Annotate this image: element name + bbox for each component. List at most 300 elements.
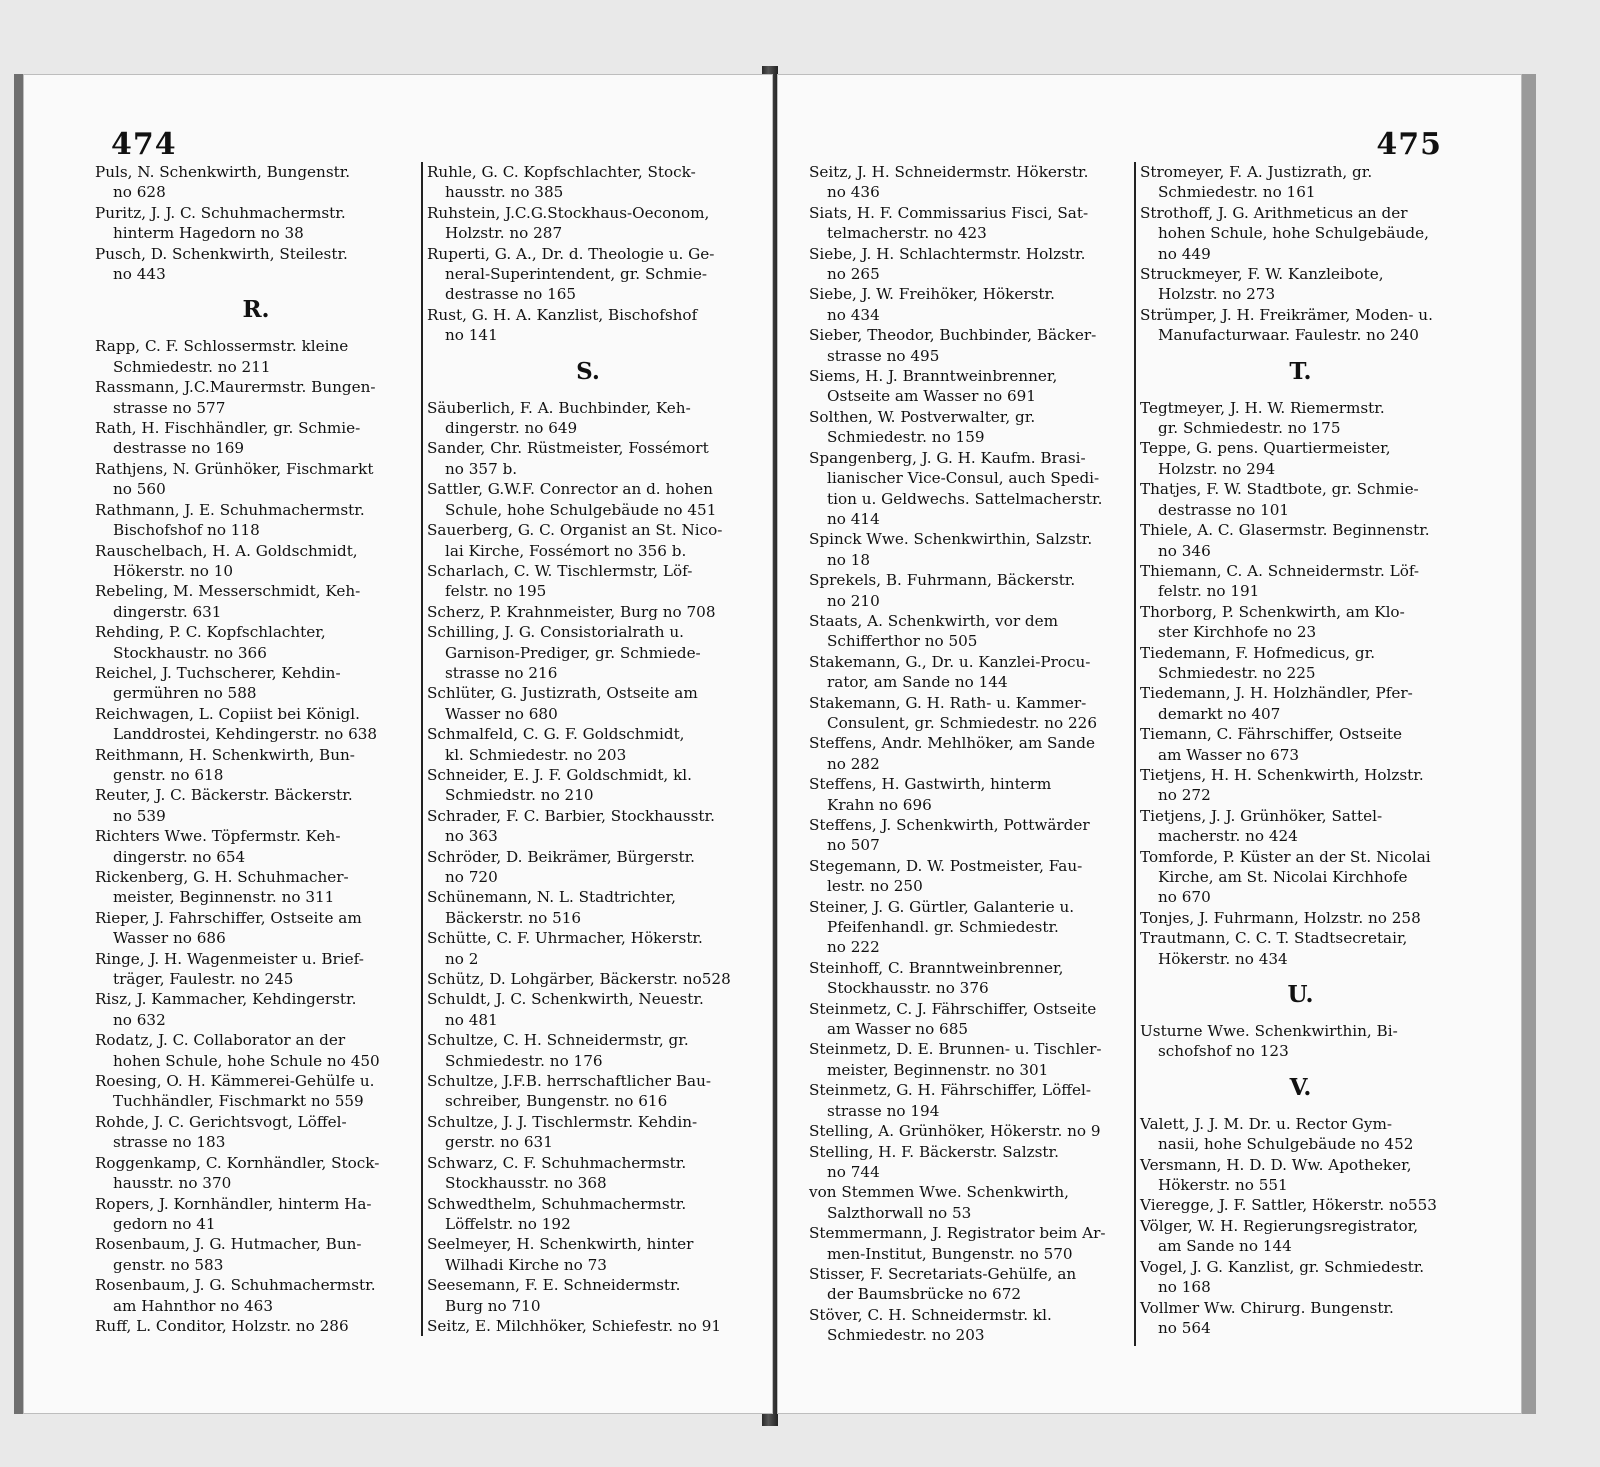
directory-entry xyxy=(95,867,417,908)
entry-continuation-line: felstr. no 195 xyxy=(445,582,547,601)
entry-name-line: Sander, Chr. Rüstmeister, Fossémort xyxy=(427,439,709,458)
entry-continuation-line: Bischofshof no 118 xyxy=(113,521,260,540)
entry-continuation-line: no 346 xyxy=(1158,541,1211,560)
entry-continuation-line: Ostseite am Wasser no 691 xyxy=(827,387,1036,406)
entry-continuation-line: no 449 xyxy=(1158,244,1211,263)
entry-name-line: Rauschelbach, H. A. Goldschmidt, xyxy=(95,541,358,560)
entry-name-line: Steinmetz, D. E. Brunnen- u. Tischler- xyxy=(809,1040,1102,1059)
entry-name-line: Tonjes, J. Fuhrmann, Holzstr. no 258 xyxy=(1140,908,1421,927)
entry-continuation-line: Schmiedestr. no 161 xyxy=(1158,183,1316,202)
entry-name-line: Sprekels, B. Fuhrmann, Bäckerstr. xyxy=(809,571,1076,590)
directory-entry xyxy=(1140,683,1461,724)
entry-name-line: Schütte, C. F. Uhrmacher, Hökerstr. xyxy=(427,929,703,948)
entry-name-line: von Stemmen Wwe. Schenkwirth, xyxy=(809,1183,1069,1202)
entry-continuation-line: no 628 xyxy=(113,183,166,202)
entry-name-line: Rebeling, M. Messerschmidt, Keh- xyxy=(95,582,361,601)
directory-entry xyxy=(809,733,1130,774)
entry-continuation-line: no 357 b. xyxy=(445,459,518,478)
directory-entry xyxy=(1140,928,1461,969)
directory-entry xyxy=(427,765,749,806)
directory-entry xyxy=(427,1194,749,1235)
entry-name-line: Thiemann, C. A. Schneidermstr. Löf- xyxy=(1140,561,1420,580)
entry-continuation-line: Burg no 710 xyxy=(445,1296,541,1315)
directory-entry xyxy=(427,1112,749,1153)
entry-continuation-line: no 481 xyxy=(445,1010,498,1029)
entry-continuation-line: meister, Beginnenstr. no 311 xyxy=(113,888,335,907)
directory-entry xyxy=(809,815,1130,856)
entry-name-line: Stöver, C. H. Schneidermstr. kl. xyxy=(809,1305,1052,1324)
entry-name-line: Tiedemann, F. Hofmedicus, gr. xyxy=(1140,643,1376,662)
directory-entry xyxy=(809,1039,1130,1080)
letter-heading: U. xyxy=(1287,981,1314,1009)
entry-continuation-line: no 363 xyxy=(445,827,498,846)
entry-continuation-line: lai Kirche, Fossémort no 356 b. xyxy=(445,541,687,560)
directory-entry xyxy=(1140,602,1461,643)
directory-entry xyxy=(95,663,417,704)
entry-name-line: Steffens, Andr. Mehlhöker, am Sande xyxy=(809,734,1095,753)
entry-continuation-line: Stockhausstr. no 376 xyxy=(827,979,989,998)
directory-entry xyxy=(427,398,749,439)
entry-continuation-line: felstr. no 191 xyxy=(1158,582,1260,601)
directory-entry xyxy=(1140,1021,1461,1062)
directory-entry xyxy=(809,693,1130,734)
entry-continuation-line: am Wasser no 685 xyxy=(827,1020,969,1039)
entry-continuation-line: strasse no 194 xyxy=(827,1101,940,1120)
directory-entry xyxy=(1140,305,1461,346)
directory-entry xyxy=(95,1316,417,1336)
entry-continuation-line: destrasse no 169 xyxy=(113,439,245,458)
entry-continuation-line: Krahn no 696 xyxy=(827,795,932,814)
entry-name-line: Thatjes, F. W. Stadtbote, gr. Schmie- xyxy=(1140,480,1419,499)
left-page xyxy=(14,74,773,1414)
directory-entry xyxy=(427,806,749,847)
entry-name-line: Rehding, P. C. Kopfschlachter, xyxy=(95,623,326,642)
entry-name-line: Seesemann, F. E. Schneidermstr. xyxy=(427,1276,681,1295)
directory-entry xyxy=(95,1030,417,1071)
entry-name-line: Ruhstein, J.C.G.Stockhaus-Oeconom, xyxy=(427,203,710,222)
entry-name-line: Rickenberg, G. H. Schuhmacher- xyxy=(95,868,349,886)
entry-name-line: Sattler, G.W.F. Conrector an d. hohen xyxy=(427,480,713,499)
entry-continuation-line: tion u. Geldwechs. Sattelmacherstr. xyxy=(827,489,1103,508)
directory-entry xyxy=(1140,561,1461,602)
entry-continuation-line: dingerstr. no 654 xyxy=(113,847,246,866)
entry-name-line: Reichel, J. Tuchscherer, Kehdin- xyxy=(95,663,341,682)
entry-name-line: Rosenbaum, J. G. Hutmacher, Bun- xyxy=(95,1235,362,1254)
entry-continuation-line: no 2 xyxy=(445,949,479,968)
entry-name-line: Versmann, H. D. D. Ww. Apotheker, xyxy=(1140,1155,1412,1174)
entry-name-line: Stisser, F. Secretariats-Gehülfe, an xyxy=(809,1264,1077,1283)
entry-continuation-line: hinterm Hagedorn no 38 xyxy=(113,224,304,243)
entry-name-line: Spangenberg, J. G. H. Kaufm. Brasi- xyxy=(809,448,1086,467)
directory-entry xyxy=(95,1153,417,1194)
directory-entry xyxy=(95,826,417,867)
directory-entry xyxy=(1140,643,1461,684)
entry-name-line: Stakemann, G. H. Rath- u. Kammer- xyxy=(809,693,1087,712)
entry-name-line: Valett, J. J. M. Dr. u. Rector Gym- xyxy=(1140,1114,1393,1133)
directory-columns xyxy=(805,162,1465,1346)
directory-entry xyxy=(809,529,1130,570)
entry-continuation-line: no 168 xyxy=(1158,1278,1211,1297)
entry-continuation-line: no 539 xyxy=(113,806,166,825)
entry-name-line: Schultze, J.F.B. herrschaftlicher Bau- xyxy=(427,1072,711,1091)
directory-entry xyxy=(809,1142,1130,1183)
directory-entry xyxy=(95,989,417,1030)
entry-continuation-line: no 436 xyxy=(827,183,880,202)
entry-continuation-line: Stockhausstr. no 368 xyxy=(445,1174,607,1193)
directory-entry xyxy=(1140,398,1461,439)
entry-name-line: Schultze, J. J. Tischlermstr. Kehdin- xyxy=(427,1112,698,1131)
entry-continuation-line: der Baumsbrücke no 672 xyxy=(827,1285,1022,1304)
entry-continuation-line: no 272 xyxy=(1158,786,1211,805)
entry-name-line: Seitz, J. H. Schneidermstr. Hökerstr. xyxy=(809,163,1089,181)
entry-continuation-line: germühren no 588 xyxy=(113,684,257,703)
directory-column xyxy=(805,162,1134,1346)
entry-continuation-line: genstr. no 583 xyxy=(113,1255,224,1274)
entry-continuation-line: Kirche, am St. Nicolai Kirchhofe xyxy=(1158,868,1408,886)
entry-continuation-line: Schifferthor no 505 xyxy=(827,632,978,651)
entry-continuation-line: no 720 xyxy=(445,868,498,886)
directory-entry xyxy=(1140,1298,1461,1339)
entry-continuation-line: Schmiedestr. no 176 xyxy=(445,1051,603,1070)
entry-name-line: Reuter, J. C. Bäckerstr. Bäckerstr. xyxy=(95,786,353,805)
directory-entry xyxy=(1140,479,1461,520)
directory-entry xyxy=(427,969,749,989)
entry-name-line: Pusch, D. Schenkwirth, Steilestr. xyxy=(95,244,348,263)
entry-continuation-line: demarkt no 407 xyxy=(1158,704,1281,723)
entry-continuation-line: no 222 xyxy=(827,938,880,957)
entry-name-line: Rathjens, N. Grünhöker, Fischmarkt xyxy=(95,459,374,478)
entry-continuation-line: schofshof no 123 xyxy=(1158,1042,1289,1061)
directory-entry xyxy=(809,1121,1130,1141)
entry-continuation-line: kl. Schmiedestr. no 203 xyxy=(445,745,627,764)
directory-entry xyxy=(427,989,749,1030)
entry-name-line: Steinmetz, C. J. Fährschiffer, Ostseite xyxy=(809,999,1097,1018)
directory-entry xyxy=(95,581,417,622)
entry-continuation-line: Schmiedestr. no 211 xyxy=(113,357,271,376)
directory-entry xyxy=(1140,1155,1461,1196)
entry-name-line: Stemmermann, J. Registrator beim Ar- xyxy=(809,1224,1106,1243)
entry-continuation-line: macherstr. no 424 xyxy=(1158,827,1298,846)
entry-name-line: Seitz, E. Milchhöker, Schiefestr. no 91 xyxy=(427,1316,722,1335)
letter-heading: V. xyxy=(1289,1073,1312,1101)
entry-continuation-line: no 560 xyxy=(113,480,166,499)
entry-continuation-line: Pfeifenhandl. gr. Schmiedestr. xyxy=(827,918,1059,937)
entry-continuation-line: gedorn no 41 xyxy=(113,1214,216,1233)
entry-name-line: Vogel, J. G. Kanzlist, gr. Schmiedestr. xyxy=(1140,1257,1425,1276)
directory-column xyxy=(1134,162,1465,1346)
directory-entry xyxy=(809,1223,1130,1264)
directory-entry xyxy=(809,611,1130,652)
entry-continuation-line: gr. Schmiedestr. no 175 xyxy=(1158,419,1341,438)
directory-entry xyxy=(809,897,1130,958)
entry-name-line: Puls, N. Schenkwirth, Bungenstr. xyxy=(95,163,351,181)
directory-entry xyxy=(427,1275,749,1316)
entry-name-line: Ruff, L. Conditor, Holzstr. no 286 xyxy=(95,1316,349,1335)
directory-entry xyxy=(95,418,417,459)
directory-entry xyxy=(809,1080,1130,1121)
entry-name-line: Schmalfeld, C. G. F. Goldschmidt, xyxy=(427,725,685,744)
entry-continuation-line: Bäckerstr. no 516 xyxy=(445,908,582,927)
directory-entry xyxy=(95,1234,417,1275)
entry-continuation-line: hausstr. no 370 xyxy=(113,1174,232,1193)
entry-name-line: Tomforde, P. Küster an der St. Nicolai xyxy=(1140,847,1431,866)
entry-name-line: Tiemann, C. Fährschiffer, Ostseite xyxy=(1140,725,1403,744)
directory-entry xyxy=(427,1316,749,1336)
directory-entry xyxy=(427,203,749,244)
entry-name-line: Völger, W. H. Regierungsregistrator, xyxy=(1140,1216,1419,1235)
entry-continuation-line: Schmiedstr. no 210 xyxy=(445,786,594,805)
entry-continuation-line: Salzthorwall no 53 xyxy=(827,1203,972,1222)
entry-continuation-line: no 443 xyxy=(113,265,166,284)
entry-continuation-line: no 507 xyxy=(827,836,880,855)
directory-entry xyxy=(95,336,417,377)
entry-name-line: Puritz, J. J. C. Schuhmachermstr. xyxy=(95,203,346,222)
entry-continuation-line: hausstr. no 385 xyxy=(445,183,564,202)
entry-name-line: Stelling, A. Grünhöker, Hökerstr. no 9 xyxy=(809,1122,1101,1141)
directory-entry xyxy=(95,162,417,203)
directory-entry xyxy=(95,244,417,285)
entry-continuation-line: neral-Superintendent, gr. Schmie- xyxy=(445,265,708,284)
directory-entry xyxy=(95,785,417,826)
directory-entry xyxy=(427,1030,749,1071)
entry-continuation-line: Wasser no 680 xyxy=(445,704,558,723)
entry-name-line: Rust, G. H. A. Kanzlist, Bischofshof xyxy=(427,305,698,324)
page-number: 474 xyxy=(111,127,177,162)
entry-continuation-line: no 18 xyxy=(827,550,871,569)
entry-name-line: Rohde, J. C. Gerichtsvogt, Löffel- xyxy=(95,1112,347,1131)
directory-entry xyxy=(95,908,417,949)
entry-name-line: Stromeyer, F. A. Justizrath, gr. xyxy=(1140,163,1373,181)
entry-name-line: Schünemann, N. L. Stadtrichter, xyxy=(427,888,676,907)
entry-continuation-line: gerstr. no 631 xyxy=(445,1133,553,1152)
entry-continuation-line: schreiber, Bungenstr. no 616 xyxy=(445,1092,668,1111)
directory-entry xyxy=(427,561,749,602)
entry-name-line: Schrader, F. C. Barbier, Stockhausstr. xyxy=(427,806,715,825)
directory-entry xyxy=(809,448,1130,530)
entry-continuation-line: lestr. no 250 xyxy=(827,877,923,896)
entry-name-line: Stegemann, D. W. Postmeister, Fau- xyxy=(809,856,1083,875)
entry-continuation-line: no 744 xyxy=(827,1162,880,1181)
entry-continuation-line: Tuchhändler, Fischmarkt no 559 xyxy=(113,1092,364,1111)
directory-entry xyxy=(95,203,417,244)
entry-name-line: Rosenbaum, J. G. Schuhmachermstr. xyxy=(95,1276,376,1295)
entry-name-line: Thiele, A. C. Glasermstr. Beginnenstr. xyxy=(1140,521,1430,540)
directory-entry xyxy=(427,887,749,928)
entry-continuation-line: no 210 xyxy=(827,591,880,610)
entry-continuation-line: Holzstr. no 294 xyxy=(1158,459,1276,478)
directory-entry xyxy=(427,305,749,346)
entry-name-line: Rathmann, J. E. Schuhmachermstr. xyxy=(95,500,365,519)
entry-name-line: Strümper, J. H. Freikrämer, Moden- u. xyxy=(1140,305,1433,324)
entry-name-line: Rath, H. Fischhändler, gr. Schmie- xyxy=(95,419,361,438)
entry-name-line: Thorborg, P. Schenkwirth, am Klo- xyxy=(1140,602,1405,621)
entry-continuation-line: no 632 xyxy=(113,1010,166,1029)
entry-continuation-line: no 564 xyxy=(1158,1318,1211,1337)
entry-continuation-line: no 141 xyxy=(445,326,498,345)
directory-entry xyxy=(1140,264,1461,305)
directory-entry xyxy=(95,459,417,500)
entry-name-line: Ruperti, G. A., Dr. d. Theologie u. Ge- xyxy=(427,244,715,263)
entry-name-line: Sieber, Theodor, Buchbinder, Bäcker- xyxy=(809,326,1097,345)
directory-entry xyxy=(809,856,1130,897)
directory-entry xyxy=(95,704,417,745)
directory-entry xyxy=(809,1305,1130,1346)
directory-entry xyxy=(427,847,749,888)
directory-entry xyxy=(1140,908,1461,928)
directory-entry xyxy=(427,520,749,561)
directory-entry xyxy=(809,1264,1130,1305)
entry-continuation-line: strasse no 495 xyxy=(827,346,940,365)
entry-name-line: Struckmeyer, F. W. Kanzleibote, xyxy=(1140,265,1384,284)
entry-continuation-line: Hökerstr. no 551 xyxy=(1158,1176,1288,1195)
letter-heading: S. xyxy=(576,357,600,385)
directory-entry xyxy=(1140,806,1461,847)
entry-continuation-line: Wilhadi Kirche no 73 xyxy=(445,1255,607,1274)
entry-name-line: Roggenkamp, C. Kornhändler, Stock- xyxy=(95,1153,380,1172)
entry-name-line: Schütz, D. Lohgärber, Bäckerstr. no528 xyxy=(427,970,731,989)
entry-name-line: Tietjens, H. H. Schenkwirth, Holzstr. xyxy=(1140,765,1424,784)
directory-entry xyxy=(1140,162,1461,203)
directory-entry xyxy=(427,479,749,520)
directory-entry xyxy=(809,325,1130,366)
entry-name-line: Strothoff, J. G. Arithmeticus an der xyxy=(1140,203,1408,222)
directory-entry xyxy=(1140,520,1461,561)
directory-column xyxy=(421,162,753,1336)
entry-name-line: Reichwagen, L. Copiist bei Königl. xyxy=(95,704,360,723)
page-number: 475 xyxy=(1376,127,1442,162)
directory-entry xyxy=(95,377,417,418)
directory-entry xyxy=(95,622,417,663)
entry-name-line: Tegtmeyer, J. H. W. Riemermstr. xyxy=(1140,398,1385,417)
directory-entry xyxy=(95,500,417,541)
directory-entry xyxy=(1140,1114,1461,1155)
entry-name-line: Scherz, P. Krahnmeister, Burg no 708 xyxy=(427,602,716,621)
entry-name-line: Roesing, O. H. Kämmerei-Gehülfe u. xyxy=(95,1072,375,1091)
entry-name-line: Schultze, C. H. Schneidermstr, gr. xyxy=(427,1031,689,1050)
entry-continuation-line: Löffelstr. no 192 xyxy=(445,1214,571,1233)
entry-continuation-line: strasse no 216 xyxy=(445,663,558,682)
directory-entry xyxy=(427,928,749,969)
entry-continuation-line: lianischer Vice-Consul, auch Spedi- xyxy=(827,469,1100,488)
directory-entry xyxy=(809,366,1130,407)
entry-name-line: Schlüter, G. Justizrath, Ostseite am xyxy=(427,684,698,703)
entry-continuation-line: Hökerstr. no 10 xyxy=(113,561,234,580)
entry-continuation-line: strasse no 183 xyxy=(113,1133,226,1152)
directory-entry xyxy=(809,162,1130,203)
entry-name-line: Siems, H. J. Branntweinbrenner, xyxy=(809,367,1058,386)
entry-continuation-line: Manufacturwaar. Faulestr. no 240 xyxy=(1158,326,1419,345)
entry-name-line: Vollmer Ww. Chirurg. Bungenstr. xyxy=(1140,1298,1394,1317)
entry-continuation-line: genstr. no 618 xyxy=(113,765,224,784)
entry-continuation-line: Hökerstr. no 434 xyxy=(1158,949,1288,968)
entry-name-line: Stelling, H. F. Bäckerstr. Salzstr. xyxy=(809,1142,1059,1161)
entry-continuation-line: no 265 xyxy=(827,265,880,284)
entry-name-line: Spinck Wwe. Schenkwirthin, Salzstr. xyxy=(809,530,1093,549)
directory-entry xyxy=(1140,765,1461,806)
directory-entry xyxy=(427,1071,749,1112)
entry-name-line: Schwarz, C. F. Schuhmachermstr. xyxy=(427,1153,687,1172)
entry-name-line: Säuberlich, F. A. Buchbinder, Keh- xyxy=(427,398,691,417)
directory-entry xyxy=(427,1234,749,1275)
directory-entry xyxy=(809,407,1130,448)
directory-entry xyxy=(809,570,1130,611)
entry-continuation-line: am Wasser no 673 xyxy=(1158,745,1300,764)
entry-name-line: Siebe, J. W. Freihöker, Hökerstr. xyxy=(809,285,1055,304)
directory-entry xyxy=(95,745,417,786)
directory-entry xyxy=(809,203,1130,244)
entry-name-line: Siebe, J. H. Schlachtermstr. Holzstr. xyxy=(809,244,1086,263)
entry-name-line: Rieper, J. Fahrschiffer, Ostseite am xyxy=(95,908,362,927)
right-page xyxy=(777,74,1536,1414)
directory-entry xyxy=(809,1182,1130,1223)
directory-columns xyxy=(91,162,753,1336)
entry-name-line: Usturne Wwe. Schenkwirthin, Bi- xyxy=(1140,1022,1398,1041)
directory-entry xyxy=(1140,1257,1461,1298)
directory-entry xyxy=(809,774,1130,815)
directory-entry xyxy=(95,1071,417,1112)
entry-name-line: Rodatz, J. C. Collaborator an der xyxy=(95,1031,346,1050)
entry-name-line: Staats, A. Schenkwirth, vor dem xyxy=(809,611,1059,630)
entry-name-line: Trautmann, C. C. T. Stadtsecretair, xyxy=(1140,929,1408,948)
entry-continuation-line: Garnison-Prediger, gr. Schmiede- xyxy=(445,643,701,662)
entry-name-line: Ropers, J. Kornhändler, hinterm Ha- xyxy=(95,1194,372,1213)
directory-column xyxy=(91,162,421,1336)
entry-continuation-line: träger, Faulestr. no 245 xyxy=(113,970,294,989)
entry-continuation-line: strasse no 577 xyxy=(113,398,226,417)
entry-name-line: Ruhle, G. C. Kopfschlachter, Stock- xyxy=(427,163,696,181)
entry-continuation-line: Schmiedestr. no 203 xyxy=(827,1326,985,1345)
entry-continuation-line: no 414 xyxy=(827,509,880,528)
entry-continuation-line: ster Kirchhofe no 23 xyxy=(1158,623,1317,642)
entry-name-line: Schilling, J. G. Consistorialrath u. xyxy=(427,623,684,642)
entry-continuation-line: Schmiedestr. no 225 xyxy=(1158,663,1316,682)
entry-name-line: Vieregge, J. F. Sattler, Hökerstr. no553 xyxy=(1140,1196,1437,1215)
entry-continuation-line: nasii, hohe Schulgebäude no 452 xyxy=(1158,1135,1414,1154)
entry-continuation-line: hohen Schule, hohe Schulgebäude, xyxy=(1158,224,1429,243)
letter-heading: R. xyxy=(242,296,270,324)
entry-continuation-line: Wasser no 686 xyxy=(113,929,226,948)
directory-entry xyxy=(427,602,749,622)
entry-continuation-line: meister, Beginnenstr. no 301 xyxy=(827,1060,1049,1079)
directory-entry xyxy=(1140,847,1461,908)
entry-name-line: Stakemann, G., Dr. u. Kanzlei-Procu- xyxy=(809,652,1091,671)
entry-name-line: Teppe, G. pens. Quartiermeister, xyxy=(1140,439,1391,458)
entry-name-line: Rassmann, J.C.Maurermstr. Bungen- xyxy=(95,378,376,397)
entry-continuation-line: dingerstr. no 649 xyxy=(445,419,578,438)
entry-name-line: Seelmeyer, H. Schenkwirth, hinter xyxy=(427,1235,694,1254)
directory-entry xyxy=(95,1112,417,1153)
directory-entry xyxy=(95,1194,417,1235)
entry-continuation-line: am Sande no 144 xyxy=(1158,1237,1292,1256)
directory-entry xyxy=(809,244,1130,285)
entry-name-line: Schwedthelm, Schuhmachermstr. xyxy=(427,1194,687,1213)
entry-continuation-line: dingerstr. 631 xyxy=(113,602,222,621)
entry-continuation-line: Stockhaustr. no 366 xyxy=(113,643,267,662)
entry-continuation-line: rator, am Sande no 144 xyxy=(827,673,1008,692)
entry-name-line: Tietjens, J. J. Grünhöker, Sattel- xyxy=(1140,806,1383,825)
entry-name-line: Steffens, J. Schenkwirth, Pottwärder xyxy=(809,816,1090,834)
directory-entry xyxy=(427,1153,749,1194)
directory-entry xyxy=(809,999,1130,1040)
directory-entry xyxy=(427,622,749,683)
directory-entry xyxy=(1140,1195,1461,1215)
directory-entry xyxy=(1140,1216,1461,1257)
entry-continuation-line: Schmiedestr. no 159 xyxy=(827,428,985,447)
directory-entry xyxy=(809,284,1130,325)
entry-continuation-line: telmacherstr. no 423 xyxy=(827,224,987,243)
entry-continuation-line: no 434 xyxy=(827,305,880,324)
entry-name-line: Rapp, C. F. Schlossermstr. kleine xyxy=(95,337,349,356)
